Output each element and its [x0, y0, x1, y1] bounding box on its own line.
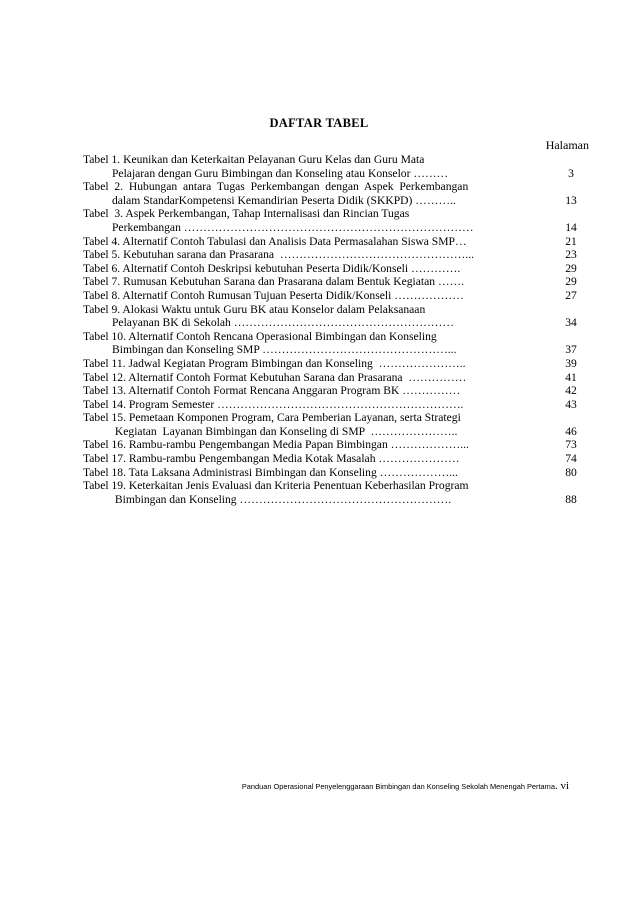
entry-page-number: 29 — [565, 275, 577, 289]
table-entry-line — [83, 452, 589, 466]
table-entry-line — [83, 207, 589, 221]
table-entry-line — [83, 262, 589, 276]
page-footer — [0, 776, 569, 794]
entry-page-number: 13 — [565, 193, 577, 207]
table-entry-line — [83, 343, 589, 357]
footer-page-number: vi — [557, 780, 569, 792]
entry-title: Tabel 8. Alternatif Contoh Rumusan Tujuan Peserta Didik/Konseli ……………… — [83, 288, 464, 302]
entry-title: Tabel 11. Jadwal Kegiatan Program Bimbingan dan Konseling ………………….. — [83, 356, 466, 370]
entry-page-number: 39 — [565, 356, 577, 370]
entry-page-number: 43 — [565, 397, 577, 411]
table-entry-line — [83, 303, 589, 317]
entry-title: Tabel 16. Rambu-rambu Pengembangan Media Papan Bimbingan ………………... — [83, 438, 469, 452]
entry-page-number: 42 — [565, 384, 577, 398]
table-entry-line — [83, 479, 589, 493]
footer-separator: . — [554, 780, 558, 792]
table-entry-line — [83, 438, 589, 452]
entry-page-number: 80 — [565, 465, 577, 479]
entry-page-number: 41 — [565, 370, 577, 384]
entry-title: Tabel 15. Pemetaan Komponen Program, Cara Pemberian Layanan, serta Strategi — [83, 411, 461, 425]
table-entry-line — [83, 289, 589, 303]
entry-title: Tabel 4. Alternatif Contoh Tabulasi dan Analisis Data Permasalahan Siswa SMP… — [83, 234, 467, 248]
entry-title: Bimbingan dan Konseling SMP …………………………………………... — [83, 343, 457, 357]
entry-title: Tabel 6. Alternatif Contoh Deskripsi kebutuhan Peserta Didik/Konseli …………. — [83, 261, 461, 275]
entry-title: Tabel 18. Tata Laksana Administrasi Bimbingan dan Konseling ………………... — [83, 465, 458, 479]
table-entry-line — [83, 493, 589, 507]
table-entry-line — [83, 248, 589, 262]
table-entry-line — [83, 384, 589, 398]
entry-page-number: 37 — [565, 343, 577, 357]
entry-page-number: 29 — [565, 261, 577, 275]
page-title: DAFTAR TABEL — [269, 116, 369, 130]
entry-title: dalam StandarKompetensi Kemandirian Peserta Didik (SKKPD) ……….. — [83, 193, 456, 207]
entry-page-number: 14 — [565, 220, 577, 234]
entry-title: Perkembangan ………………………………………………………………… — [83, 220, 474, 234]
entry-page-number: 74 — [565, 452, 577, 466]
table-entry-line — [83, 235, 589, 249]
entry-title: Tabel 1. Keunikan dan Keterkaitan Pelayanan Guru Kelas dan Guru Mata — [83, 153, 425, 166]
table-entry-line — [83, 275, 589, 289]
entry-title: Tabel 3. Aspek Perkembangan, Tahap Internalisasi dan Rincian Tugas — [83, 207, 410, 221]
entry-title: Pelayanan BK di Sekolah ………………………………………………… — [83, 316, 454, 330]
entry-page-number: 34 — [565, 316, 577, 330]
entry-page-number: 27 — [565, 288, 577, 302]
entry-title: Tabel 13. Alternatif Contoh Format Rencana Anggaran Program BK …………… — [83, 384, 461, 398]
entry-title: Tabel 12. Alternatif Contoh Format Kebutuhan Sarana dan Prasarana …………… — [83, 370, 467, 384]
table-entry-line — [83, 411, 589, 425]
table-entry-line — [83, 466, 589, 480]
entry-title: Tabel 5. Kebutuhan sarana dan Prasarana …………………………………………... — [83, 248, 475, 262]
entry-title: Tabel 17. Rambu-rambu Pengembangan Media Kotak Masalah ………………… — [83, 452, 460, 466]
table-entry-line — [83, 153, 589, 167]
page-column-header: Halaman — [545, 138, 589, 152]
table-entry-line — [83, 425, 589, 439]
entry-title: Tabel 14. Program Semester ………………………………………………………. — [83, 397, 464, 411]
entry-title: Kegiatan Layanan Bimbingan dan Konseling di SMP ………………….. — [83, 424, 458, 438]
table-entry-line — [83, 357, 589, 371]
table-entry-line — [83, 180, 589, 194]
table-entry-line — [83, 167, 589, 181]
entry-page-number: 23 — [565, 248, 577, 262]
entry-page-number: 46 — [565, 424, 577, 438]
entry-title: Tabel 9. Alokasi Waktu untuk Guru BK atau Konselor dalam Pelaksanaan — [83, 302, 426, 316]
table-list — [83, 153, 589, 506]
table-entry-line — [83, 316, 589, 330]
table-entry-line — [83, 330, 589, 344]
table-entry-line — [83, 398, 589, 412]
entry-page-number: 21 — [565, 234, 577, 248]
entry-title: Pelajaran dengan Guru Bimbingan dan Konseling atau Konselor ……… — [83, 166, 449, 180]
entry-title: Tabel 7. Rumusan Kebutuhan Sarana dan Prasarana dalam Bentuk Kegiatan ……. — [83, 275, 465, 289]
table-entry-line — [83, 371, 589, 385]
entry-page-number: 88 — [565, 492, 577, 506]
entry-title: Bimbingan dan Konseling ………………………………………………. — [83, 492, 452, 506]
table-entry-line — [83, 194, 589, 208]
entry-page-number: 73 — [565, 438, 577, 452]
entry-title: Tabel 10. Alternatif Contoh Rencana Operasional Bimbingan dan Konseling — [83, 329, 437, 343]
footer-text: Panduan Operasional Penyelenggaraan Bimbingan dan Konseling Sekolah Menengah Pertama — [241, 782, 555, 791]
table-entry-line — [83, 221, 589, 235]
entry-title: Tabel 19. Keterkaitan Jenis Evaluasi dan Kriteria Penentuan Keberhasilan Program — [83, 479, 469, 493]
entry-page-number: 3 — [568, 166, 574, 180]
entry-title: Tabel 2. Hubungan antara Tugas Perkembangan dengan Aspek Perkembangan — [83, 180, 469, 194]
